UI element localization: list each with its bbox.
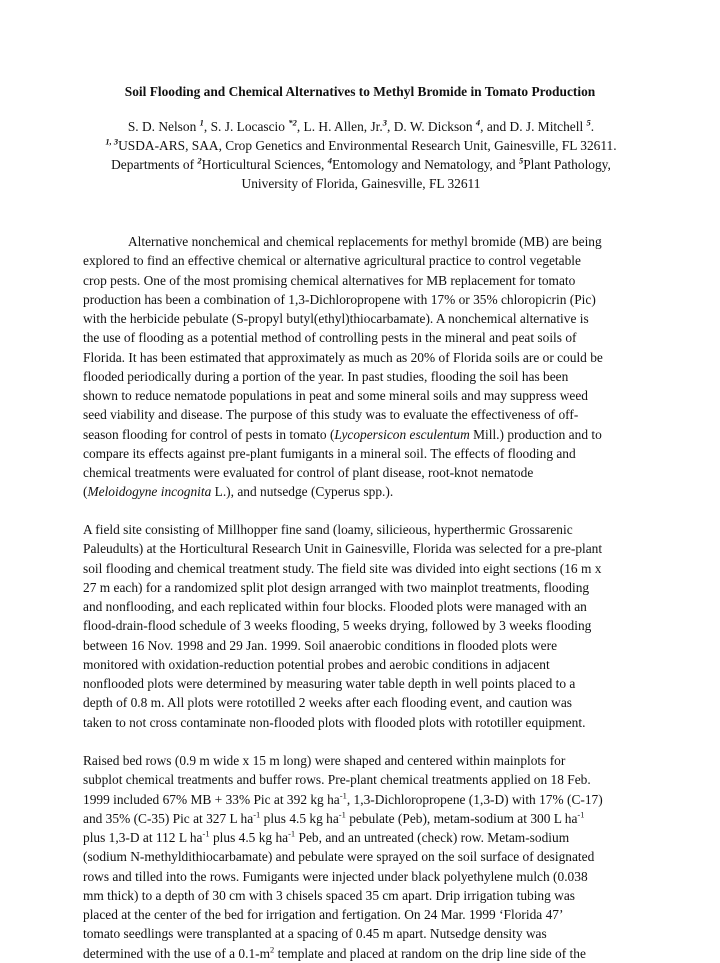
- paragraph-bed-rows: [83, 751, 643, 963]
- text-run: monitored with oxidation-reduction potential probes and aerobic conditions in adjacent: [83, 656, 550, 672]
- text-run: flood-drain-flood schedule of 3 weeks flooding, 5 weeks drying, followed by 3 weeks flooding: [83, 618, 592, 634]
- text-run: University of Florida, Gainesville, FL 32611: [241, 176, 481, 191]
- text-run: template and placed at random on the drip line side of the: [274, 945, 586, 961]
- text-run: 27 m each) for a randomized split plot design arranged with two mainplot treatments, flooding: [83, 579, 590, 595]
- text-run: production has been a combination of 1,3-Dichloropropene with 17% or 35% chloropicrin (Pic): [83, 291, 596, 307]
- text-run: (: [83, 484, 88, 500]
- text-line: [83, 444, 643, 463]
- text-run: placed at the center of the bed for irrigation and fertigation. On 24 Mar. 1999 ‘Florida 47’: [83, 907, 564, 922]
- text-run: , D. W. Dickson: [387, 119, 476, 134]
- author-block: [78, 117, 644, 193]
- superscript: -1: [339, 790, 347, 801]
- text-run: Entomology and Nematology, and: [331, 157, 519, 172]
- text-run: with the herbicide pebulate (S-propyl butyl(ethyl)thiocarbamate). A nonchemical alternative is: [83, 311, 589, 326]
- text-run: soil flooding and chemical treatment study. The field site was divided into eight sections (16 m x: [83, 560, 602, 576]
- text-line: [83, 847, 643, 866]
- text-run: , S. J. Locascio: [203, 119, 289, 134]
- text-line: [83, 328, 643, 347]
- text-run: determined with the use of a 0.1-m: [83, 945, 271, 961]
- text-run: plus 4.5 kg ha: [209, 830, 289, 845]
- text-line: [83, 944, 643, 963]
- superscript: *2: [288, 117, 297, 128]
- text-run: Departments of: [111, 157, 198, 172]
- superscript: 1, 3: [105, 136, 119, 147]
- text-line: [83, 520, 643, 539]
- text-line: [83, 924, 643, 943]
- text-line: [83, 232, 643, 251]
- text-line: [83, 693, 643, 712]
- text-run: (sodium N-methyldithiocarbamate) and pebulate were sprayed on the soil surface of designated: [83, 849, 595, 865]
- paragraph-introduction: [83, 232, 643, 502]
- superscript: -1: [202, 828, 210, 839]
- text-run: plus 1,3-D at 112 L ha: [83, 830, 203, 845]
- text-run: seed viability and disease. The purpose of this study was to evaluate the effectiveness of off-: [83, 407, 579, 423]
- text-run: USDA-ARS, SAA, Crop Genetics and Environmental Research Unit, Gainesville, FL 32611.: [118, 138, 617, 153]
- text-run: tomato seedlings were transplanted at a spacing of 0.45 m apart. Nutsedge density was: [83, 926, 547, 942]
- text-run: chemical treatments were evaluated for control of plant disease, root-knot nematode: [83, 465, 534, 480]
- text-line: [83, 559, 643, 578]
- superscript: -1: [338, 809, 346, 820]
- text-run: , and D. J. Mitchell: [480, 119, 587, 134]
- superscript: 5: [586, 117, 591, 128]
- text-run: , L. H. Allen, Jr.: [296, 119, 383, 134]
- text-run: explored to find an effective chemical or alternative agricultural practice to control vegetable: [83, 253, 581, 269]
- affiliation-university: [78, 174, 644, 193]
- text-line: [83, 348, 643, 367]
- text-run: Alternative nonchemical and chemical replacements for methyl bromide (MB) are being: [128, 234, 602, 249]
- text-run: Peb, and an untreated (check) row. Metam-sodium: [295, 830, 570, 845]
- italic-term: Lycopersicon esculentum: [334, 426, 470, 442]
- paper-title: Soil Flooding and Chemical Alternatives to Methyl Bromide in Tomato Production: [124, 84, 596, 99]
- text-line: [83, 886, 643, 905]
- text-line: [83, 251, 643, 270]
- text-run: and nonflooding, and each replicated within four blocks. Flooded plots were managed with an: [83, 599, 587, 614]
- text-run: shown to reduce nematode populations in peat and some mineral soils and may suppress weed: [83, 388, 589, 403]
- text-run: .: [590, 119, 595, 134]
- superscript: 3: [382, 117, 387, 128]
- text-run: , 1,3-Dichloropropene (1,3-D) with 17% (C-17): [346, 791, 603, 807]
- text-run: Horticultural Sciences,: [201, 157, 328, 172]
- text-run: depth of 0.8 m. All plots were rototilled 2 weeks after each flooding event, and caution was: [83, 695, 572, 711]
- text-line: [83, 770, 643, 789]
- text-line: [83, 309, 643, 328]
- text-run: rows and tilled into the rows. Fumigants were injected under black polyethylene mulch (0.038: [83, 868, 588, 884]
- text-line: [83, 828, 643, 847]
- text-line: [83, 386, 643, 405]
- text-line: [83, 636, 643, 655]
- superscript: -1: [253, 809, 261, 820]
- text-run: season flooding for control of pests in tomato (: [83, 426, 335, 442]
- text-run: Plant Pathology,: [523, 157, 611, 172]
- text-line: [83, 271, 643, 290]
- text-run: Mill.) production and to: [469, 426, 602, 442]
- text-run: between 16 Nov. 1998 and 29 Jan. 1999. Soil anaerobic conditions in flooded plots were: [83, 637, 558, 653]
- text-line: [83, 405, 643, 424]
- superscript: 5: [518, 155, 524, 166]
- text-line: [83, 616, 643, 635]
- text-line: [83, 539, 643, 558]
- text-line: [83, 655, 643, 674]
- text-line: [83, 790, 643, 809]
- text-run: compare its effects against pre-plant fumigants in a mineral soil. The effects of flooding and: [83, 445, 576, 461]
- superscript: 2: [270, 944, 275, 955]
- text-line: [83, 463, 643, 482]
- text-run: mm thick) to a depth of 30 cm with 3 chisels spaced 35 cm apart. Drip irrigation tubing was: [83, 887, 575, 903]
- superscript: 2: [197, 155, 202, 166]
- text-run: pebulate (Peb), metam-sodium at 300 L ha: [345, 810, 578, 826]
- text-line: [83, 425, 643, 444]
- text-run: and 35% (C-35) Pic at 327 L ha: [83, 810, 254, 826]
- text-run: nonflooded plots were determined by measuring water table depth in well points placed to a: [83, 676, 576, 691]
- text-run: S. D. Nelson: [127, 119, 200, 134]
- text-line: [83, 482, 643, 501]
- author-names: [78, 117, 644, 136]
- text-run: the use of flooding as a potential method of controlling pests in the mineral and peat soils of: [83, 330, 577, 346]
- text-run: flooded periodically during a portion of the year. In past studies, flooding the soil has been: [83, 368, 569, 384]
- affiliation-departments: [78, 155, 644, 174]
- superscript: -1: [288, 828, 296, 839]
- text-line: [83, 905, 643, 924]
- text-run: subplot chemical treatments and buffer rows. Pre-plant chemical treatments applied on 18 Feb.: [83, 772, 591, 788]
- text-line: [83, 290, 643, 309]
- paragraph-field-site: [83, 520, 643, 732]
- text-line: [83, 809, 643, 828]
- text-line: [83, 597, 643, 616]
- text-run: A field site consisting of Millhopper fine sand (loamy, silicieous, hyperthermic Grossarenic: [83, 522, 573, 537]
- affiliation-usda: [78, 136, 644, 155]
- text-line: [83, 367, 643, 386]
- text-line: [83, 867, 643, 886]
- text-run: Florida. It has been estimated that approximately as much as 20% of Florida soils are or could be: [83, 349, 603, 365]
- italic-term: Meloidogyne incognita: [87, 484, 212, 500]
- superscript: 4: [475, 117, 481, 128]
- text-line: [83, 578, 643, 597]
- text-line: [83, 713, 643, 732]
- superscript: 4: [327, 155, 332, 166]
- superscript: -1: [577, 809, 585, 820]
- text-run: 1999 included 67% MB + 33% Pic at 392 kg ha: [83, 791, 340, 807]
- text-run: plus 4.5 kg ha: [260, 810, 339, 826]
- text-line: [83, 751, 643, 770]
- text-run: taken to not cross contaminate non-flooded plots with flooded plots with rototiller equipment.: [83, 714, 586, 730]
- text-run: crop pests. One of the most promising chemical alternatives for MB replacement for tomato: [83, 272, 576, 288]
- text-run: Raised bed rows (0.9 m wide x 15 m long) were shaped and centered within mainplots for: [83, 753, 566, 768]
- superscript: 1: [199, 117, 204, 128]
- text-run: Paleudults) at the Horticultural Research Unit in Gainesville, Florida was selected for a pre-plant: [83, 541, 603, 557]
- text-run: L.), and nutsedge (Cyperus spp.).: [211, 484, 394, 500]
- text-line: [83, 674, 643, 693]
